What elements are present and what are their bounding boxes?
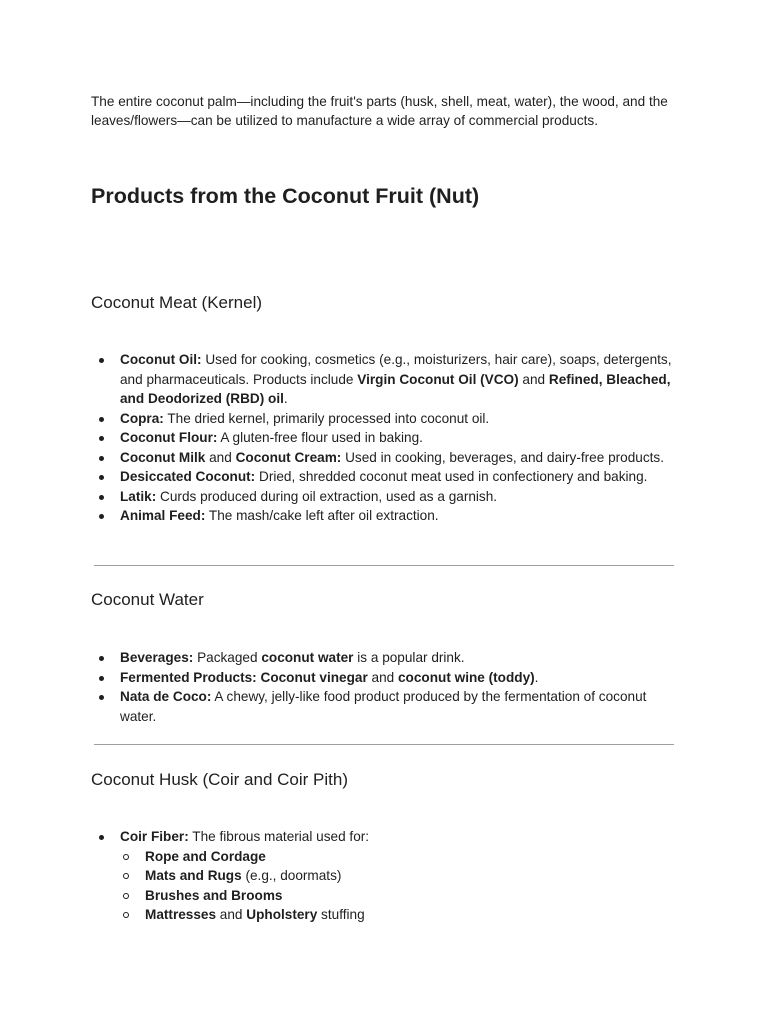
list-item-coconut-milk — [91, 448, 681, 468]
list-item-coir-fiber — [91, 827, 681, 925]
section-divider — [94, 565, 674, 566]
item-bold: coconut wine (toddy) — [397, 669, 535, 685]
item-text: The dried kernel, primarily processed into coconut oil. — [163, 410, 490, 426]
item-label: Animal Feed: — [120, 508, 206, 523]
list-item-desiccated-coconut — [91, 467, 681, 487]
item-label: Latik: — [120, 488, 157, 504]
list-item-coconut-flour — [91, 428, 681, 448]
item-bold: Rope and Cordage — [145, 848, 266, 864]
item-text: A chewy, jelly-like food product produced by the fermentation of coconut water. — [120, 689, 647, 724]
coir-uses-sublist — [120, 847, 681, 925]
item-text: . — [283, 391, 288, 406]
list-item-fermented-products — [91, 668, 681, 688]
item-text: stuffing — [317, 907, 365, 922]
item-label: Desiccated Coconut: — [120, 469, 256, 484]
item-label: Fermented Products: — [120, 669, 257, 685]
item-label: Coconut Milk — [120, 449, 206, 465]
item-label: Copra: — [120, 410, 164, 426]
item-bold: Mattresses — [145, 907, 217, 922]
list-item-nata-de-coco — [91, 687, 681, 726]
item-text: Curds produced during oil extraction, used as a garnish. — [156, 488, 498, 504]
item-text: . — [534, 669, 539, 685]
item-label: Coconut Cream: — [235, 449, 342, 465]
item-text: and — [205, 449, 236, 465]
item-text: and — [216, 907, 247, 922]
item-text: A gluten-free flour used in baking. — [217, 430, 423, 445]
item-bold: Coconut vinegar — [260, 669, 368, 685]
meat-list — [91, 350, 681, 526]
section-title-husk: Coconut Husk (Coir and Coir Pith) — [91, 770, 348, 789]
item-text: and — [518, 371, 549, 387]
item-label: Coconut Oil: — [120, 352, 202, 367]
item-text: The mash/cake left after oil extraction. — [205, 508, 439, 523]
intro-paragraph: The entire coconut palm—including the fruit's parts (husk, shell, meat, water), the wood, and the leaves/flowers—can be utilized to manufacture a wide array of commercial products. — [91, 94, 668, 128]
item-text: Used for cooking, cosmetics (e.g., moisturizers, hair care), soaps, detergents, and pharmaceuticals. Products include — [120, 352, 672, 387]
sublist-item-rope — [120, 847, 681, 867]
section-title-water: Coconut Water — [91, 590, 204, 609]
item-text: is a popular drink. — [353, 650, 465, 665]
item-label: Coir Fiber: — [120, 829, 189, 844]
item-bold: Brushes and Brooms — [145, 887, 283, 903]
sublist-item-brushes — [120, 886, 681, 906]
item-label: Beverages: — [120, 650, 194, 665]
husk-list — [91, 827, 681, 925]
sublist-item-mats — [120, 866, 681, 886]
section-title-meat: Coconut Meat (Kernel) — [91, 293, 263, 312]
item-text: The fibrous material used for: — [188, 829, 370, 844]
section-divider — [94, 744, 674, 745]
list-item-coconut-oil — [91, 350, 681, 409]
item-bold: Virgin Coconut Oil (VCO) — [357, 371, 519, 387]
item-text: (e.g., doormats) — [241, 868, 342, 883]
item-bold: Mats and Rugs — [145, 868, 242, 883]
page-heading: Products from the Coconut Fruit (Nut) — [91, 184, 480, 208]
item-text: and — [367, 669, 398, 685]
sublist-item-mattresses — [120, 905, 681, 925]
item-label: Coconut Flour: — [120, 430, 218, 445]
list-item-copra — [91, 409, 681, 429]
water-list — [91, 648, 681, 726]
item-bold: Upholstery — [246, 907, 318, 922]
list-item-animal-feed — [91, 506, 681, 526]
list-item-beverages — [91, 648, 681, 668]
item-bold: coconut water — [261, 650, 354, 665]
item-label: Nata de Coco: — [120, 689, 212, 704]
item-bold: Refined, Bleached, and Deodorized (RBD) oil — [120, 371, 671, 406]
item-text: Used in cooking, beverages, and dairy-free products. — [341, 449, 664, 465]
item-text: Dried, shredded coconut meat used in confectionery and baking. — [255, 469, 648, 484]
item-text: Packaged — [193, 650, 262, 665]
list-item-latik — [91, 487, 681, 507]
